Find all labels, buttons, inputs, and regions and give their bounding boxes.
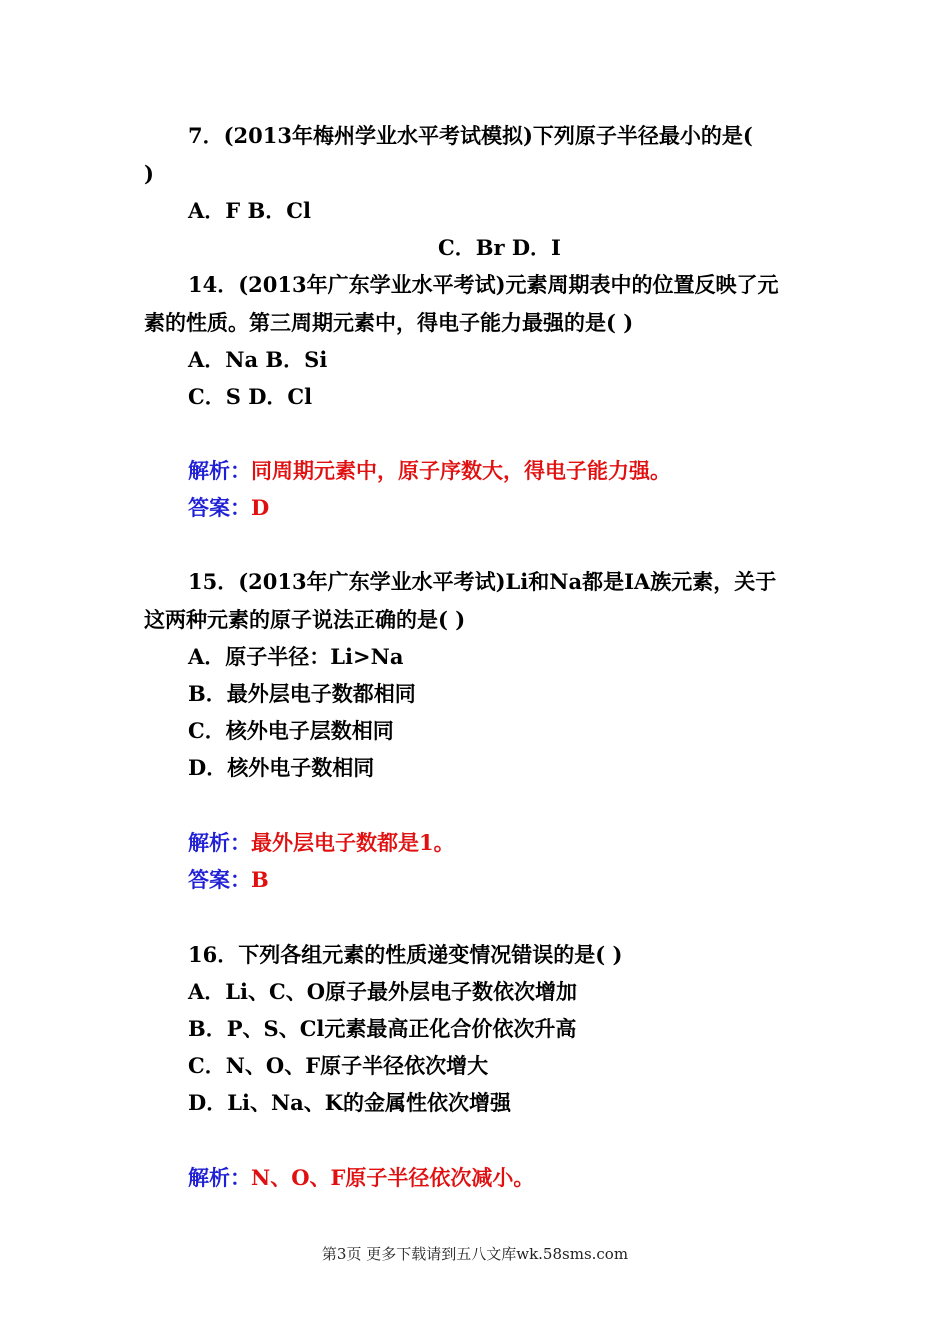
q7-options-cd: C．Br D．I	[438, 235, 561, 260]
q14-stem-line2: 素的性质。第三周期元素中，得电子能力最强的是( )	[144, 310, 634, 335]
analysis-label: 解析：	[188, 830, 251, 855]
q15-stem-line1: 15．(2013年广东学业水平考试)Li和Na都是IA族元素，关于	[188, 569, 777, 594]
q16-analysis	[188, 1163, 534, 1193]
answer-label: 答案：	[188, 495, 251, 520]
analysis-label: 解析：	[188, 1165, 251, 1190]
q16-stem: 16．下列各组元素的性质递变情况错误的是( )	[188, 942, 623, 967]
q15-answer	[188, 865, 269, 895]
q15-option-d: D．核外电子数相同	[188, 755, 375, 780]
analysis-text: 最外层电子数都是1。	[251, 830, 455, 855]
analysis-text: 同周期元素中，原子序数大，得电子能力强。	[251, 458, 671, 483]
q14-answer	[188, 493, 269, 523]
q15-stem-line2: 这两种元素的原子说法正确的是( )	[144, 607, 466, 632]
q16-option-b: B．P、S、Cl元素最高正化合价依次升高	[188, 1016, 577, 1041]
answer-value: B	[251, 867, 269, 892]
q7-stem-line1: 7．(2013年梅州学业水平考试模拟)下列原子半径最小的是(	[188, 123, 753, 148]
answer-label: 答案：	[188, 867, 251, 892]
q15-option-a: A．原子半径：Li>Na	[188, 644, 404, 669]
q14-options-ab: A．Na B．Si	[188, 347, 328, 372]
page-footer: 第3页 更多下载请到五八文库wk.58sms.com	[321, 1245, 629, 1263]
q14-analysis	[188, 456, 671, 486]
q15-option-b: B．最外层电子数都相同	[188, 681, 416, 706]
q15-option-c: C．核外电子层数相同	[188, 718, 394, 743]
q16-option-d: D．Li、Na、K的金属性依次增强	[188, 1090, 512, 1115]
answer-value: D	[251, 495, 270, 520]
q7-stem-line2: )	[144, 161, 154, 186]
analysis-text: N、O、F原子半径依次减小。	[251, 1165, 535, 1190]
analysis-label: 解析：	[188, 458, 251, 483]
q14-options-cd: C．S D．Cl	[188, 384, 313, 409]
q16-option-a: A．Li、C、O原子最外层电子数依次增加	[188, 979, 578, 1004]
q15-analysis	[188, 828, 455, 858]
q14-stem-line1: 14．(2013年广东学业水平考试)元素周期表中的位置反映了元	[188, 272, 779, 297]
q16-option-c: C．N、O、F原子半径依次增大	[188, 1053, 489, 1078]
q7-options-ab: A．F B．Cl	[188, 198, 311, 223]
